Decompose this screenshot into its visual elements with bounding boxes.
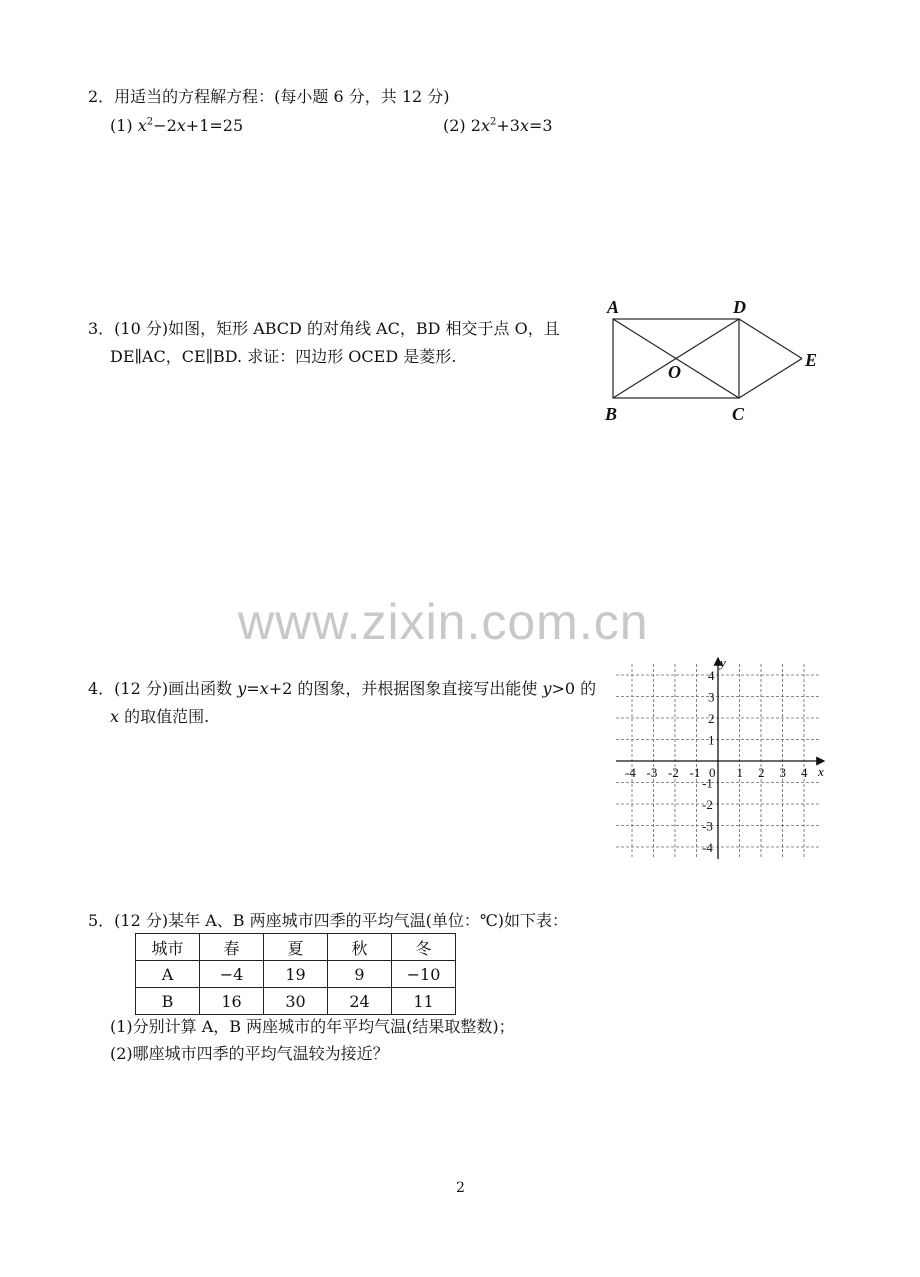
x-tick-label: 4 — [801, 765, 808, 780]
temperature-table — [135, 933, 456, 1015]
segment-ce — [739, 359, 802, 399]
label-o: O — [668, 362, 681, 382]
q3-line-1: 3．(10 分)如图，矩形 ABCD 的对角线 AC，BD 相交于点 O，且 — [88, 319, 560, 338]
table-cell: −4 — [200, 961, 264, 988]
table-cell: 24 — [328, 988, 392, 1015]
y-axis-label: y — [720, 655, 726, 670]
y-tick-label: -4 — [702, 840, 713, 855]
q2-part-1: (1) $x^2-2x+1=25$ — [110, 116, 244, 135]
page-number: 2 — [456, 1180, 465, 1196]
label-c: C — [732, 404, 745, 424]
table-header-cell: 春 — [200, 934, 264, 961]
y-tick-label: 2 — [708, 711, 715, 726]
x-tick-label: 0 — [709, 765, 716, 780]
table-header-cell: 城市 — [136, 934, 200, 961]
x-tick-label: -4 — [625, 765, 636, 780]
rectangle-rhombus-figure — [595, 292, 830, 427]
x-tick-label: 2 — [758, 765, 765, 780]
table-cell: B — [136, 988, 200, 1015]
table-cell: 30 — [264, 988, 328, 1015]
q2-title: 2．用适当的方程解方程：(每小题 6 分，共 12 分) — [88, 87, 450, 106]
label-d: D — [733, 297, 746, 317]
coordinate-grid — [612, 652, 832, 864]
table-cell: 16 — [200, 988, 264, 1015]
y-tick-label: -3 — [702, 818, 713, 834]
label-e: E — [805, 350, 818, 370]
table-row — [136, 961, 456, 988]
x-tick-label: 3 — [779, 765, 786, 780]
y-tick-label: 4 — [708, 668, 715, 683]
q2-part-2: (2) $2x^2+3x=3$ — [443, 116, 553, 135]
y-tick-label: 1 — [708, 732, 715, 748]
table-cell: 11 — [392, 988, 456, 1015]
x-tick-label: 1 — [736, 765, 743, 780]
q5-sub-2: (2)哪座城市四季的平均气温较为接近？ — [110, 1044, 389, 1063]
q4-line-1: 4．(12 分)画出函数 y=x+2 的图象，并根据图象直接写出能使 y>0 的 — [88, 679, 597, 698]
y-tick-label: -2 — [702, 797, 713, 812]
q3-line-2: DE∥AC，CE∥BD. 求证：四边形 OCED 是菱形. — [110, 347, 457, 366]
x-tick-label: -1 — [689, 765, 701, 780]
table-cell: 19 — [264, 961, 328, 988]
table-cell: A — [136, 961, 200, 988]
y-tick-label: 3 — [708, 689, 715, 705]
q5-sub-1: (1)分别计算 A，B 两座城市的年平均气温(结果取整数)； — [110, 1017, 515, 1036]
x-axis-label: x — [818, 764, 824, 779]
table-header-cell: 夏 — [264, 934, 328, 961]
table-cell: −10 — [392, 961, 456, 988]
table-header-row — [136, 934, 456, 961]
table-row — [136, 988, 456, 1015]
table-header-cell: 冬 — [392, 934, 456, 961]
table-header-cell: 秋 — [328, 934, 392, 961]
label-a: A — [607, 297, 620, 317]
x-tick-label: -2 — [668, 765, 679, 780]
x-tick-label: -3 — [646, 765, 658, 780]
q4-line-2: x 的取值范围. — [110, 707, 210, 726]
watermark-text: www.zixin.com.cn — [238, 594, 649, 650]
y-tick-label: -1 — [702, 775, 713, 791]
q5-title: 5．(12 分)某年 A、B 两座城市四季的平均气温(单位：℃)如下表： — [88, 911, 568, 930]
table-cell: 9 — [328, 961, 392, 988]
segment-de — [739, 319, 802, 359]
label-b: B — [605, 404, 618, 424]
